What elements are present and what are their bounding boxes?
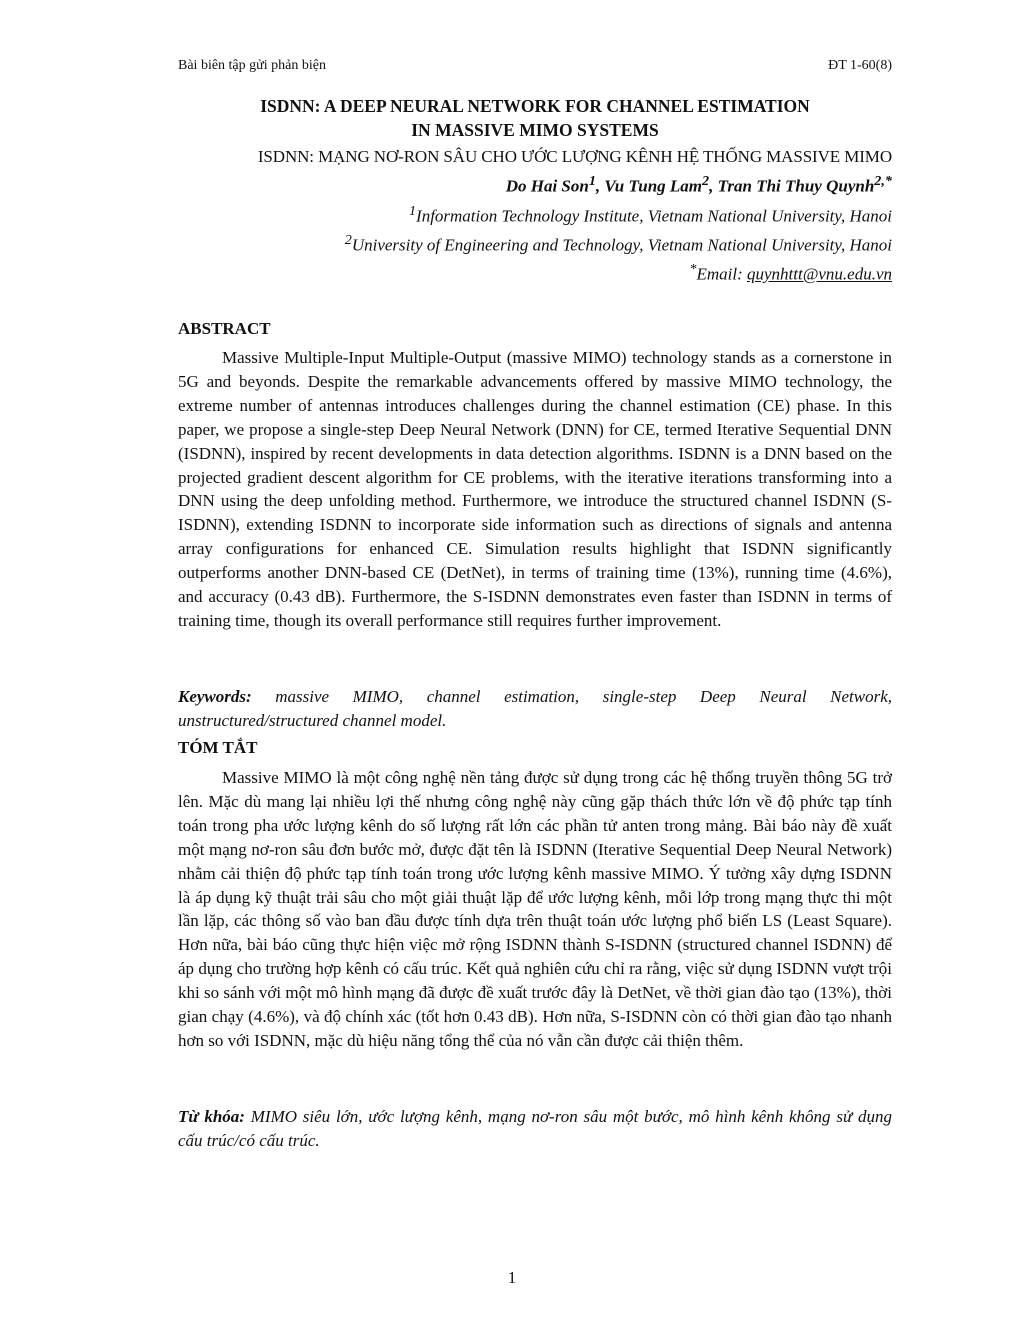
author-name: Do Hai Son <box>505 176 589 196</box>
vietnamese-title: ISDNN: MẠNG NƠ-RON SÂU CHO ƯỚC LƯỢNG KÊNH HỆ THỐNG MASSIVE MIMO <box>257 147 892 166</box>
corresponding-email: *Email: quynhttt@vnu.edu.vn <box>689 261 892 284</box>
affiliation-2: $^2$University of Engineering and Technology, Vietnam National University, Hanoi <box>344 232 892 255</box>
running-header-left: Bài biên tập gửi phản biện <box>178 58 326 73</box>
author-name: Vu Tung Lam <box>604 176 703 196</box>
tomtat-body: Massive MIMO là một công nghệ nền tảng được sử dụng trong các hệ thống truyền thông 5G trở lên. Mặc dù mang lại nhiều lợi thế nhưng công nghệ này cũng gặp thách thức lớn về độ phức tạp tính toán trong pha ước lượng kênh do số lượng rất lớn các phần tử anten trong mảng. Bài báo này đề xuất một mạng nơ-ron sâu đơn bước mở, được đặt tên là ISDNN (Iterative Sequential Deep Neural Network) nhằm cải thiện độ phức tạp tính toán trong ước lượng kênh massive MIMO. Ý tưởng xây dựng ISDNN là áp dụng kỹ thuật trải sâu cho một giải thuật lặp để ước lượng kênh, mỗi lớp trong mạng thực thi một lần lặp, các thông số vào ban đầu được tính dựa trên thuật toán ước lượng phổ biến LS (Least Square). Hơn nữa, bài báo cũng thực hiện việc mở rộng ISDNN thành S-ISDNN (structured channel ISDNN) để áp dụng cho trường hợp kênh có cấu trúc. Kết quả nghiên cứu chỉ ra rằng, việc sử dụng ISDNN vượt trội khi so sánh với một mô hình mạng đã được đề xuất trước đây là DetNet, về thời gian đào tạo (13%), thời gian chạy (4.6%), và độ chính xác (tốt hơn 0.43 dB). Hơn nữa, S-ISDNN còn có thời gian đào tạo nhanh hơn so với ISDNN, mặc dù hiệu năng tổng thể của nó vẫn cần được cải thiện thêm. <box>178 768 892 1050</box>
keywords-en <box>178 685 892 733</box>
title-line-2: IN MASSIVE MIMO SYSTEMS <box>411 120 659 140</box>
title-line-1: ISDNN: A DEEP NEURAL NETWORK FOR CHANNEL ESTIMATION <box>260 96 810 116</box>
author-name: Tran Thi Thuy Quynh <box>717 176 875 196</box>
keywords-text: massive MIMO, channel estimation, single-step Deep Neural Network, unstructured/structured channel model. <box>178 687 892 730</box>
author-separator: , <box>595 176 605 196</box>
keywords-vn <box>178 1105 892 1153</box>
author-affiliation-mark: 2 <box>702 173 710 189</box>
author-affiliation-mark: 2,* <box>874 173 892 189</box>
page-number: 1 <box>507 1268 517 1287</box>
abstract-heading: ABSTRACT <box>178 319 271 338</box>
keywords-vn-label: Từ khóa: <box>178 1107 245 1126</box>
keywords-label: Keywords: <box>178 687 252 706</box>
tomtat-heading: TÓM TẮT <box>178 738 258 757</box>
author-affiliation-mark: 1 <box>588 173 596 189</box>
affiliation-1: $^1$Information Technology Institute, Vietnam National University, Hanoi <box>408 203 892 226</box>
running-header-right: ĐT 1-60(8) <box>828 58 892 73</box>
abstract-body: Massive Multiple-Input Multiple-Output (massive MIMO) technology stands as a cornerstone in 5G and beyonds. Despite the remarkable advancements offered by massive MIMO technology, the extreme number of antennas introduces challenges during the channel estimation (CE) phase. In this paper, we propose a single-step Deep Neural Network (DNN) for CE, termed Iterative Sequential DNN (ISDNN), inspired by recent developments in data detection algorithms. ISDNN is a DNN based on the projected gradient descent algorithm for CE problems, with the iterative iterations transforming into a DNN using the deep unfolding method. Furthermore, we introduce the structured channel ISDNN (S-ISDNN), extending ISDNN to incorporate side information such as directions of signals and antenna array configurations for enhanced CE. Simulation results highlight that ISDNN significantly outperforms another DNN-based CE (DetNet), in terms of training time (13%), running time (4.6%), and accuracy (0.43 dB). Furthermore, the S-ISDNN demonstrates even faster than ISDNN in terms of training time, though its overall performance still requires further improvement. <box>178 348 892 630</box>
keywords-vn-text: MIMO siêu lớn, ước lượng kênh, mạng nơ-ron sâu một bước, mô hình kênh không sử dụng cấu trúc/có cấu trúc. <box>178 1107 893 1150</box>
email-link[interactable]: quynhttt@vnu.edu.vn <box>747 264 892 284</box>
paper-title <box>178 94 892 142</box>
author-separator: , <box>709 176 718 196</box>
author-list <box>506 173 892 197</box>
